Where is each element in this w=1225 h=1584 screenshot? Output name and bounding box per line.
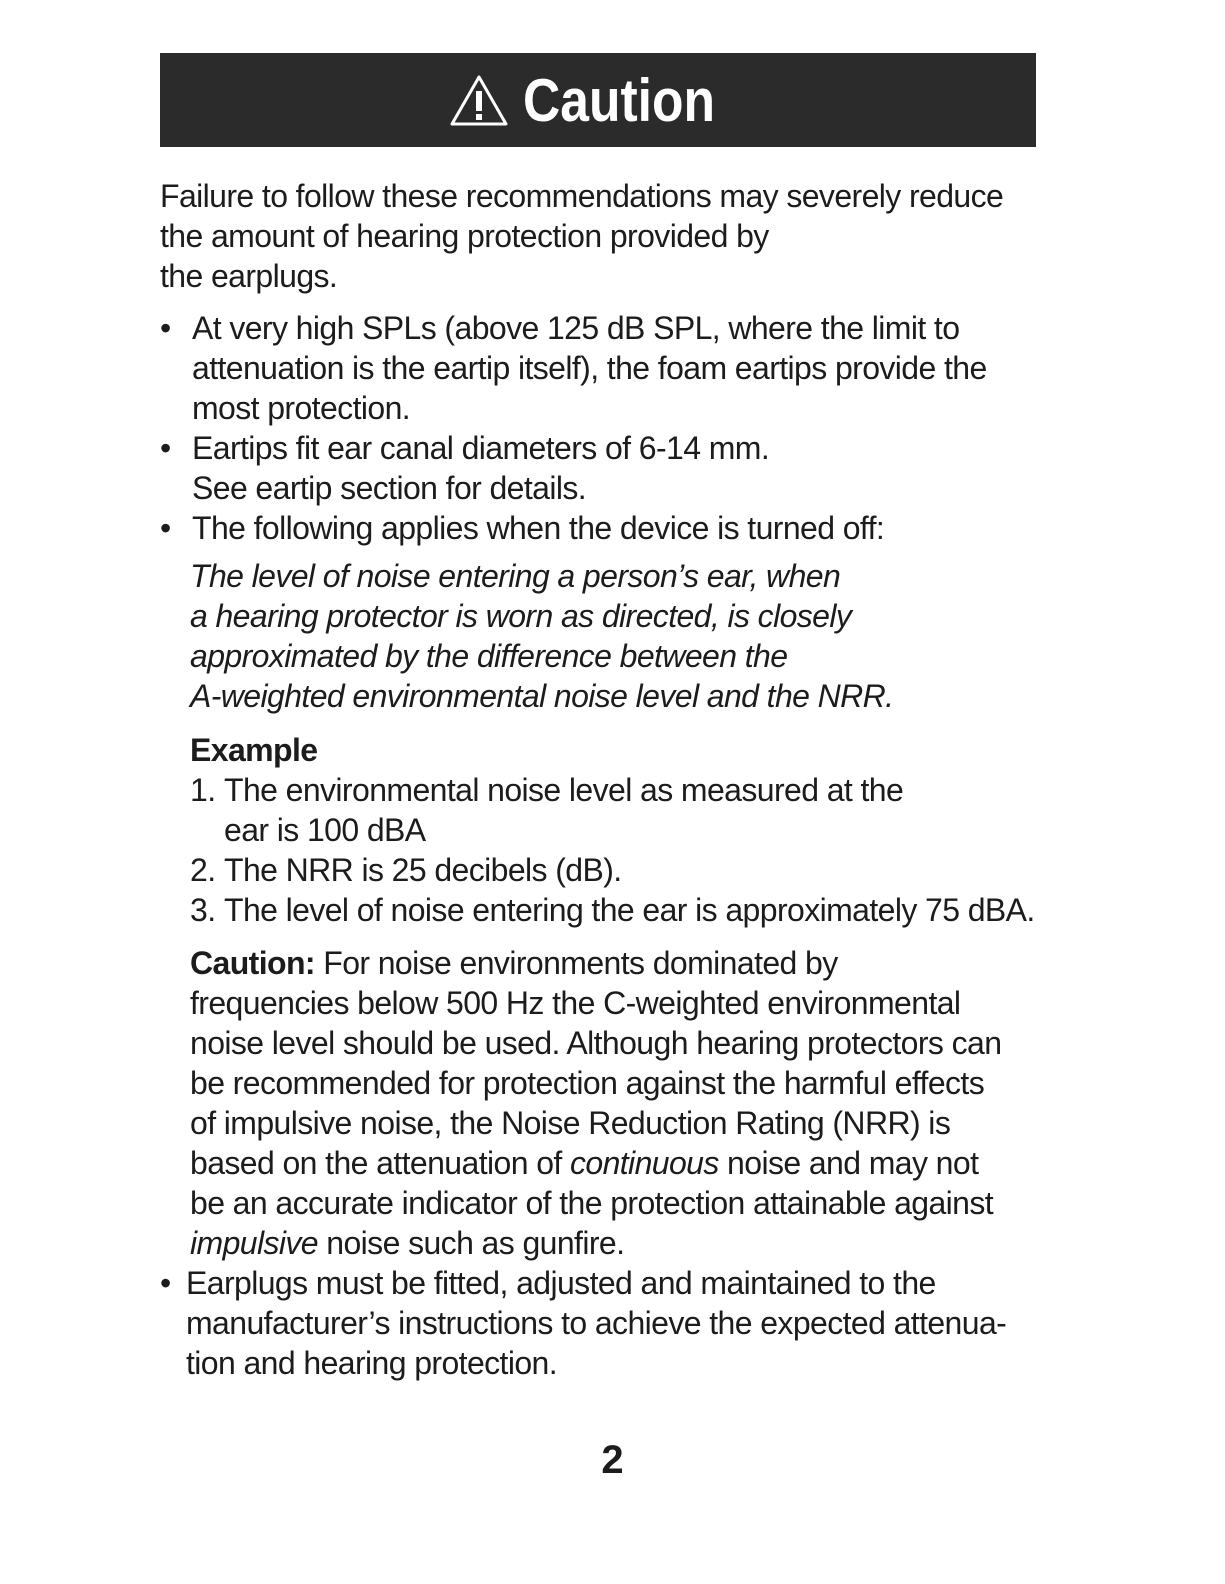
bullet-line: The following applies when the device is turned off: [192, 510, 885, 546]
bullet-line: At very high SPLs (above 125 dB SPL, where the limit to [192, 310, 960, 346]
example-number: 2. [190, 852, 216, 888]
caution-line: of impulsive noise, the Noise Reduction Rating (NRR) is [190, 1105, 951, 1141]
bullet-text [192, 428, 1052, 508]
intro-line: the earplugs. [160, 258, 338, 294]
caution-text: noise such as gunfire. [317, 1225, 625, 1261]
banner-title: Caution [523, 67, 716, 134]
bullet-line: Eartips fit ear canal diameters of 6-14 mm. [192, 430, 770, 466]
caution-italic: continuous [569, 1145, 719, 1181]
bullet-line: See eartip section for details. [192, 470, 587, 506]
example-line: The level of noise entering the ear is approximately 75 dBA. [224, 892, 1035, 928]
intro-line: Failure to follow these recommendations may severely reduce [160, 178, 1004, 214]
bullet-line: manufacturer’s instructions to achieve the expected attenua- [186, 1305, 1007, 1341]
italic-line: The level of noise entering a person’s ear, when [190, 558, 841, 594]
example-item [190, 890, 1070, 930]
bullet-line: tion and hearing protection. [186, 1345, 558, 1381]
example-line: ear is 100 dBA [224, 812, 426, 848]
example-line: The NRR is 25 decibels (dB). [224, 852, 622, 888]
caution-paragraph [190, 943, 1050, 1263]
bullet-dot: • [160, 430, 171, 466]
italic-line: approximated by the difference between the [190, 638, 788, 674]
example-list [190, 770, 1070, 930]
bullet-text [192, 308, 1052, 428]
caution-italic: impulsive [190, 1225, 318, 1261]
intro-line: the amount of hearing protection provided by [160, 218, 769, 254]
example-item [190, 770, 1070, 850]
intro-paragraph [160, 176, 1060, 296]
caution-line: noise level should be used. Although hearing protectors can [190, 1025, 1002, 1061]
caution-label: Caution: [190, 945, 315, 981]
example-item [190, 850, 1070, 890]
bullet-line: Earplugs must be fitted, adjusted and maintained to the [186, 1265, 936, 1301]
caution-text: For noise environments dominated by [314, 945, 838, 981]
caution-text: noise and may not [718, 1145, 979, 1181]
bullet-text [192, 508, 1052, 548]
bullet-text [186, 1263, 1046, 1383]
caution-text: based on the attenuation of [190, 1145, 570, 1181]
bullet-dot: • [160, 510, 171, 546]
example-number: 3. [190, 892, 216, 928]
bullet-dot: • [160, 1265, 171, 1301]
caution-banner [160, 53, 1036, 147]
page-number: 2 [601, 1438, 624, 1482]
bullet-dot: • [160, 310, 171, 346]
example-line: The environmental noise level as measured at the [224, 772, 904, 808]
caution-line: be an accurate indicator of the protection attainable against [190, 1185, 994, 1221]
nrr-explanation [190, 556, 1050, 716]
caution-line [190, 1223, 1050, 1263]
caution-line: be recommended for protection against the harmful effects [190, 1065, 985, 1101]
example-number: 1. [190, 772, 216, 808]
example-heading: Example [190, 732, 318, 768]
italic-line: a hearing protector is worn as directed, is closely [190, 598, 852, 634]
caution-line: frequencies below 500 Hz the C-weighted environmental [190, 985, 961, 1021]
warning-triangle-icon [449, 73, 509, 127]
caution-line [190, 943, 1050, 983]
bullet-line: attenuation is the eartip itself), the foam eartips provide the [192, 350, 987, 386]
caution-line [190, 1143, 1050, 1183]
bullet-line: most protection. [192, 390, 411, 426]
italic-line: A-weighted environmental noise level and the NRR. [190, 678, 894, 714]
